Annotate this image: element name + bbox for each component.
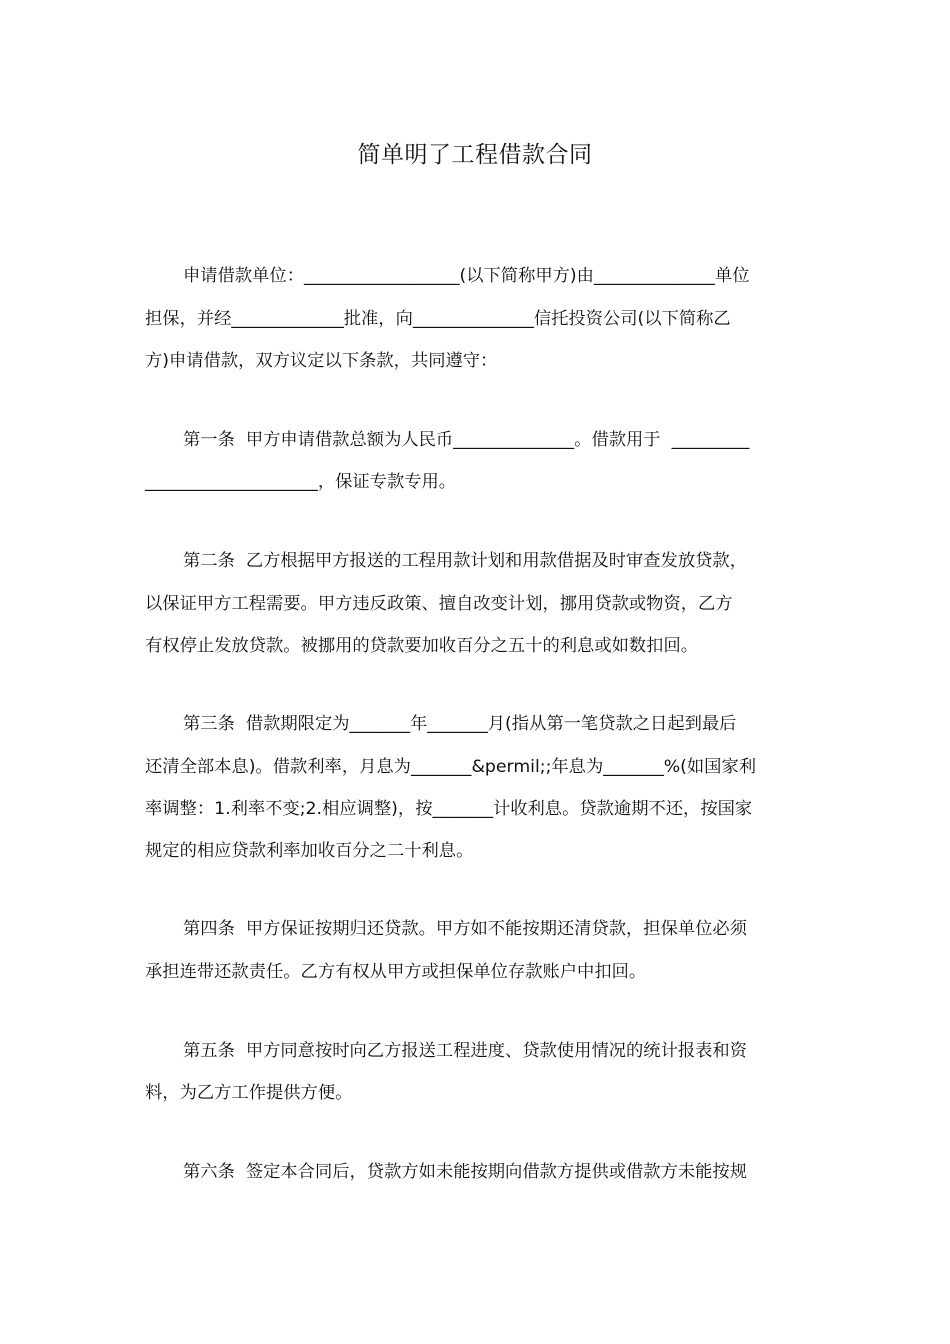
document-title: 简单明了工程借款合同 <box>357 142 593 168</box>
article-3-line-2: 还清全部本息)。借款利率，月息为_______&permil;;年息为_______%(如国家利 <box>145 757 757 777</box>
preamble-line-2: 担保，并经_____________批准，向______________信托投资公司(以下简称乙 <box>145 309 731 329</box>
article-3-line-1: 第三条 借款期限定为_______年_______月(指从第一笔贷款之日起到最后 <box>183 714 737 734</box>
article-6-line-1: 第六条 签定本合同后，贷款方如未能按期向借款方提供或借款方未能按规 <box>183 1162 747 1182</box>
article-2-line-2: 以保证甲方工程需要。甲方违反政策、擅自改变计划，挪用贷款或物资，乙方 <box>145 594 733 614</box>
article-1-line-1: 第一条 甲方申请借款总额为人民币______________。借款用于 _________ <box>183 430 750 450</box>
preamble-line-3: 方)申请借款，双方议定以下条款，共同遵守： <box>145 351 498 371</box>
article-3-line-3: 率调整：1.利率不变;2.相应调整)，按_______计收利息。贷款逾期不还，按国家 <box>145 799 753 819</box>
article-4-line-2: 承担连带还款责任。乙方有权从甲方或担保单位存款账户中扣回。 <box>145 962 647 982</box>
article-2-line-1: 第二条 乙方根据甲方报送的工程用款计划和用款借据及时审查发放贷款， <box>183 551 747 571</box>
article-3-line-4: 规定的相应贷款利率加收百分之二十利息。 <box>145 841 474 861</box>
article-1-line-2: ____________________，保证专款专用。 <box>145 472 457 492</box>
article-5-line-2: 料，为乙方工作提供方便。 <box>145 1083 353 1103</box>
article-2-line-3: 有权停止发放贷款。被挪用的贷款要加收百分之五十的利息或如数扣回。 <box>145 636 699 656</box>
preamble-line-1: 申请借款单位：__________________(以下简称甲方)由______________单位 <box>183 266 750 286</box>
article-4-line-1: 第四条 甲方保证按期归还贷款。甲方如不能按期还清贷款，担保单位必须 <box>183 919 747 939</box>
article-5-line-1: 第五条 甲方同意按时向乙方报送工程进度、贷款使用情况的统计报表和资 <box>183 1041 747 1061</box>
